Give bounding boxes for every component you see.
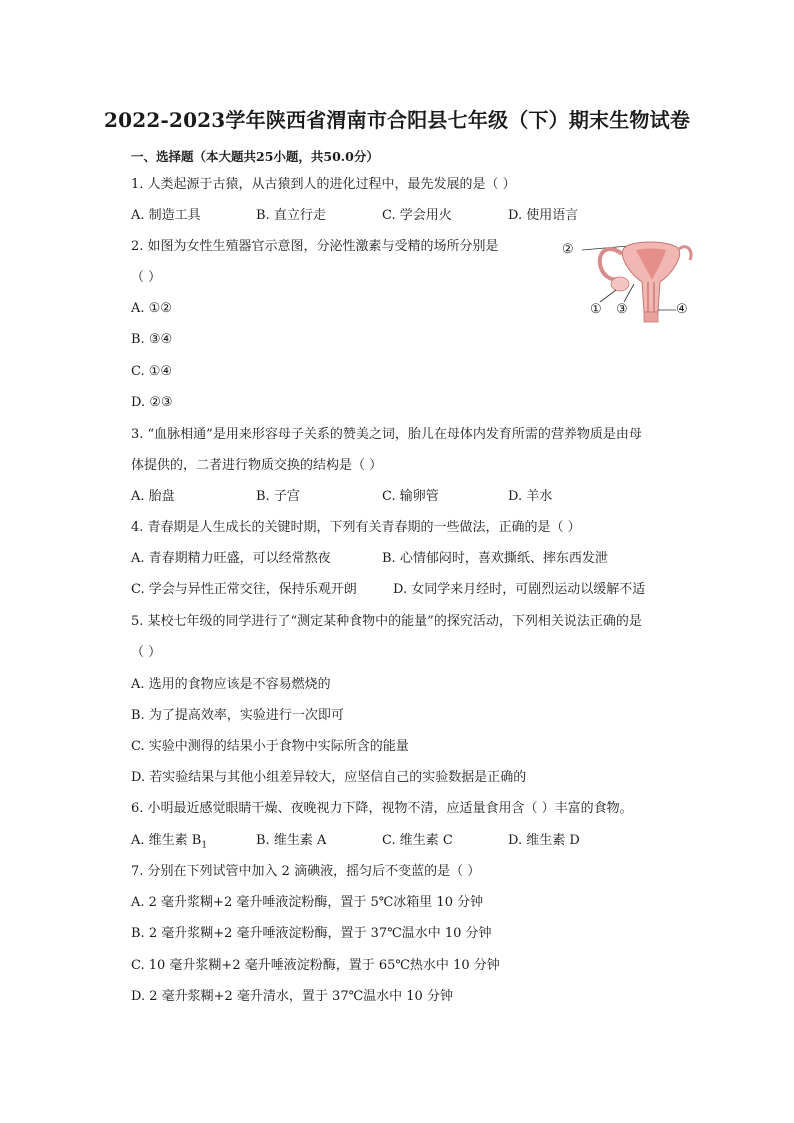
q6-option-d: D. 维生素 D — [508, 833, 580, 848]
q5-option-d: D. 若实验结果与其他小组差异较大，应坚信自己的实验数据是正确的 — [131, 770, 527, 785]
q5-option-b: B. 为了提高效率，实验进行一次即可 — [131, 708, 344, 723]
q6-option-c: C. 维生素 C — [382, 833, 453, 848]
q2-option-b: B. ③④ — [131, 332, 173, 347]
figure-label-1: ① — [590, 302, 602, 317]
figure-label-4: ④ — [676, 302, 688, 317]
q2-option-c: C. ①④ — [131, 364, 173, 379]
question-4-stem: 4. 青春期是人生成长的关键时期，下列有关青春期的一些做法，正确的是（ ） — [131, 520, 581, 535]
q5-option-c: C. 实验中测得的结果小于食物中实际所含的能量 — [131, 739, 409, 754]
page-title: 2022-2023学年陕西省渭南市合阳县七年级（下）期末生物试卷 — [103, 108, 691, 132]
q4-option-d: D. 女同学来月经时，可剧烈运动以缓解不适 — [393, 582, 646, 597]
q2-option-a: A. ①② — [131, 301, 172, 316]
question-5-stem-line1: 5. 某校七年级的同学进行了“测定某种食物中的能量”的探究活动，下列相关说法正确的是 — [131, 614, 642, 629]
figure-label-2: ② — [562, 242, 574, 257]
q4-option-b: B. 心情郁闷时，喜欢撕纸、摔东西发泄 — [382, 551, 608, 566]
q3-option-c: C. 输卵管 — [382, 489, 439, 504]
question-3-stem-line2: 体提供的，二者进行物质交换的结构是（ ） — [131, 458, 383, 473]
question-1-stem: 1. 人类起源于古猿，从古猿到人的进化过程中，最先发展的是（ ） — [131, 177, 516, 192]
q1-option-b: B. 直立行走 — [256, 208, 326, 223]
q4-option-a: A. 青春期精力旺盛，可以经常熬夜 — [131, 551, 331, 566]
q1-option-c: C. 学会用火 — [382, 208, 452, 223]
q3-option-a: A. 胎盘 — [131, 489, 175, 504]
q6-option-a-text: A. 维生素 B — [131, 833, 202, 848]
q5-option-a: A. 选用的食物应该是不容易燃烧的 — [131, 677, 331, 692]
q3-option-d: D. 羊水 — [508, 489, 553, 504]
question-7-stem: 7. 分别在下列试管中加入 2 滴碘液，摇匀后不变蓝的是（ ） — [131, 864, 481, 879]
q1-option-d: D. 使用语言 — [508, 208, 579, 223]
female-reproductive-diagram — [560, 232, 695, 327]
q7-option-a: A. 2 毫升浆糊+2 毫升唾液淀粉酶，置于 5℃冰箱里 10 分钟 — [131, 895, 484, 910]
figure-label-3: ③ — [616, 302, 628, 317]
q6-option-b: B. 维生素 A — [256, 833, 327, 848]
question-2-stem-line2: （ ） — [131, 270, 162, 285]
question-5-stem-line2: （ ） — [131, 645, 162, 660]
q1-option-a: A. 制造工具 — [131, 208, 201, 223]
q7-option-c: C. 10 毫升浆糊+2 毫升唾液淀粉酶，置于 65℃热水中 10 分钟 — [131, 958, 500, 973]
q4-option-c: C. 学会与异性正常交往，保持乐观开朗 — [131, 582, 357, 597]
q7-option-b: B. 2 毫升浆糊+2 毫升唾液淀粉酶，置于 37℃温水中 10 分钟 — [131, 926, 492, 941]
section-heading: 一、选择题（本大题共25小题，共50.0分） — [131, 149, 379, 164]
q7-option-d: D. 2 毫升浆糊+2 毫升清水，置于 37℃温水中 10 分钟 — [131, 989, 453, 1004]
question-3-stem-line1: 3. “血脉相通”是用来形容母子关系的赞美之词，胎儿在母体内发育所需的营养物质是由母 — [131, 427, 642, 442]
q6-option-a-subscript: 1 — [201, 840, 208, 851]
question-6-stem: 6. 小明最近感觉眼睛干燥、夜晚视力下降，视物不清，应适量食用含（ ）丰富的食物。 — [131, 801, 633, 816]
q6-option-a — [131, 832, 207, 855]
question-2-stem-line1: 2. 如图为女性生殖器官示意图，分泌性激素与受精的场所分别是 — [131, 239, 499, 254]
q3-option-b: B. 子宫 — [256, 489, 300, 504]
q2-option-d: D. ②③ — [131, 395, 173, 410]
